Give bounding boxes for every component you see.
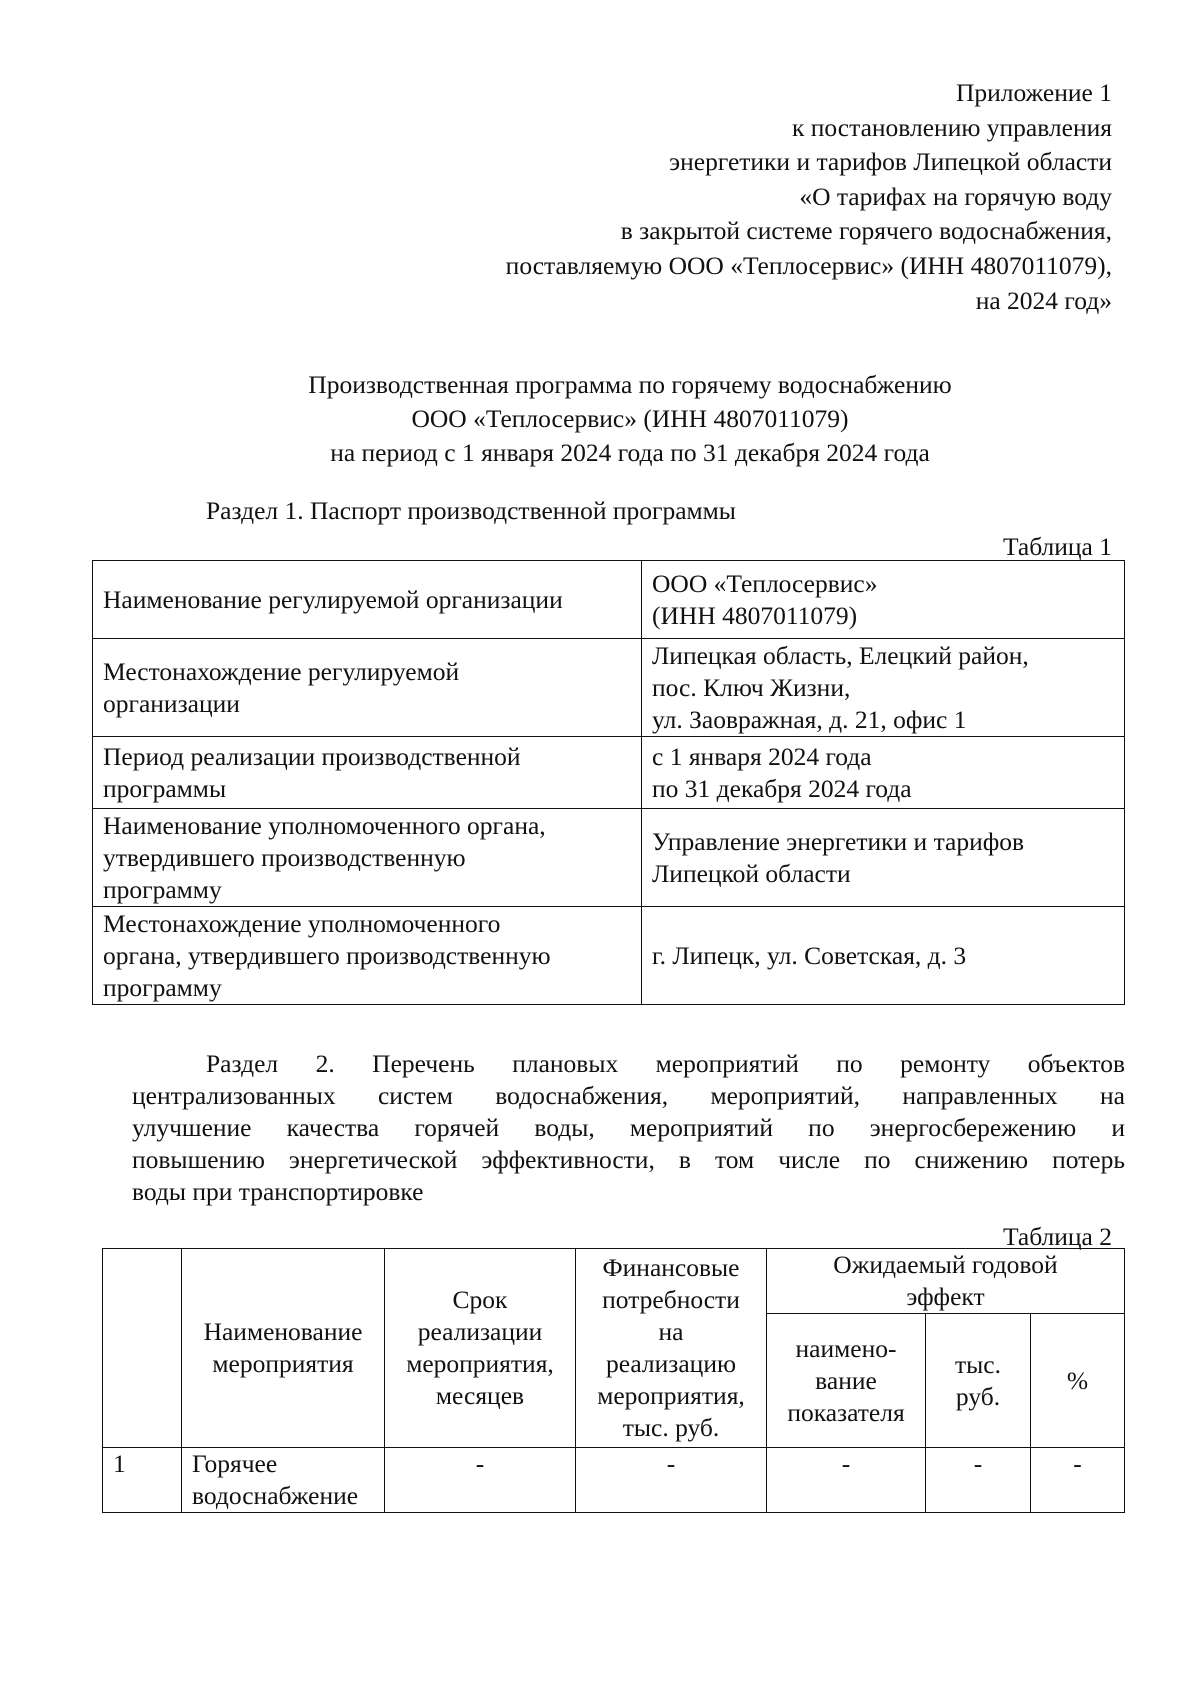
- passport-value: Липецкая область, Елецкий район, пос. Ключ Жизни, ул. Заовражная, д. 21, офис 1: [642, 639, 1125, 737]
- table2-label: Таблица 2: [1002, 1222, 1112, 1251]
- table-row: [93, 737, 1125, 809]
- section2-heading: [132, 1048, 1125, 1208]
- appendix-block: [506, 76, 1112, 318]
- title-line: Производственная программа по горячему водоснабжению: [308, 370, 952, 399]
- passport-value: Управление энергетики и тарифов Липецкой области: [642, 809, 1125, 907]
- title-line: ООО «Теплосервис» (ИНН 4807011079): [411, 404, 849, 433]
- section1-heading: Раздел 1. Паспорт производственной программы: [206, 496, 736, 525]
- passport-label: Наименование регулируемой организации: [93, 561, 642, 639]
- appendix-line: к постановлению управления: [792, 112, 1112, 142]
- header-percent: %: [1031, 1314, 1125, 1448]
- passport-table: [92, 560, 1125, 1005]
- section2-line: централизованных систем водоснабжения, мероприятий, направленных на: [132, 1081, 1125, 1110]
- table-row: [103, 1448, 1125, 1513]
- table-header-row: [103, 1249, 1125, 1314]
- cell-number: 1: [103, 1448, 182, 1513]
- table-row: [93, 907, 1125, 1005]
- appendix-line: в закрытой системе горячего водоснабжения,: [620, 216, 1112, 246]
- table-row: [93, 639, 1125, 737]
- passport-value: г. Липецк, ул. Советская, д. 3: [642, 907, 1125, 1005]
- appendix-line: «О тарифах на горячую воду: [799, 181, 1112, 211]
- passport-label: Наименование уполномоченного органа, утвердившего производственную программу: [93, 809, 642, 907]
- cell-indicator: -: [767, 1448, 926, 1513]
- cell-finance: -: [576, 1448, 767, 1513]
- passport-value: с 1 января 2024 года по 31 декабря 2024 года: [642, 737, 1125, 809]
- section2-line: воды при транспортировке: [132, 1177, 424, 1206]
- header-effect: Ожидаемый годовой эффект: [767, 1249, 1125, 1314]
- document-title: [0, 368, 1200, 470]
- header-rub: тыс. руб.: [926, 1314, 1031, 1448]
- appendix-line: поставляемую ООО «Теплосервис» (ИНН 4807011079),: [505, 250, 1112, 280]
- appendix-line: Приложение 1: [956, 78, 1112, 107]
- appendix-line: на 2024 год»: [975, 285, 1112, 315]
- table-row: [93, 561, 1125, 639]
- appendix-line: энергетики и тарифов Липецкой области: [669, 147, 1112, 177]
- cell-term: -: [385, 1448, 576, 1513]
- cell-percent: -: [1031, 1448, 1125, 1513]
- section2-line: повышению энергетической эффективности, в том числе по снижению потерь: [132, 1145, 1125, 1174]
- cell-rub: -: [926, 1448, 1031, 1513]
- section2-line: Раздел 2. Перечень плановых мероприятий по ремонту объектов: [206, 1049, 1125, 1078]
- header-finance: Финансовые потребности на реализацию мероприятия, тыс. руб.: [576, 1249, 767, 1448]
- section2-line: улучшение качества горячей воды, мероприятий по энергосбережению и: [132, 1113, 1125, 1142]
- passport-value: ООО «Теплосервис» (ИНН 4807011079): [642, 561, 1125, 639]
- table1-label: Таблица 1: [1002, 532, 1112, 561]
- passport-label: Местонахождение регулируемой организации: [93, 639, 642, 737]
- passport-label: Местонахождение уполномоченного органа, утвердившего производственную программу: [93, 907, 642, 1005]
- header-name: Наименование мероприятия: [182, 1249, 385, 1448]
- cell-name: Горячее водоснабжение: [182, 1448, 385, 1513]
- table-row: [93, 809, 1125, 907]
- header-number: [103, 1249, 182, 1448]
- passport-label: Период реализации производственной программы: [93, 737, 642, 809]
- measures-table: [102, 1248, 1125, 1513]
- header-term: Срок реализации мероприятия, месяцев: [385, 1249, 576, 1448]
- header-indicator: наимено- вание показателя: [767, 1314, 926, 1448]
- title-line: на период с 1 января 2024 года по 31 декабря 2024 года: [330, 438, 930, 467]
